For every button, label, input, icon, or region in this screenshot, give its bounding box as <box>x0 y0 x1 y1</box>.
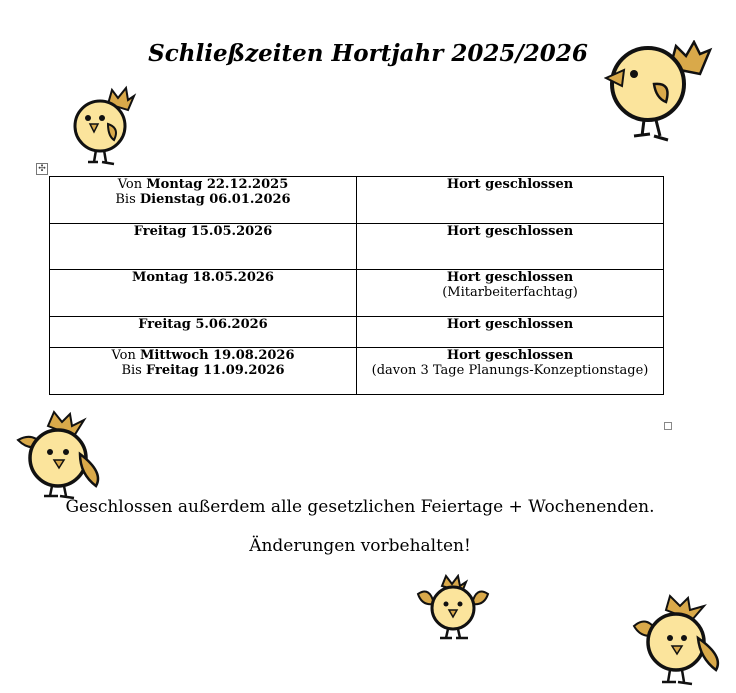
status-cell <box>357 348 664 395</box>
chick-icon <box>630 594 726 690</box>
date-text: Freitag 15.05.2026 <box>133 224 273 239</box>
table-row <box>50 317 664 348</box>
status-cell <box>357 177 664 224</box>
table-resize-handle[interactable] <box>664 422 672 430</box>
status-cell <box>357 317 664 348</box>
status-cell <box>357 224 664 270</box>
holidays-note: Geschlossen außerdem alle gesetzlichen Feiertage + Wochenenden. <box>65 497 655 517</box>
date-cell: Von Mittwoch 19.08.2026 Bis Freitag 11.09.2026 <box>50 348 357 395</box>
changes-note: Änderungen vorbehalten! <box>249 536 471 556</box>
date-cell <box>50 224 357 270</box>
end-date: Dienstag 06.01.2026 <box>139 192 291 207</box>
start-date: Mittwoch 19.08.2026 <box>140 348 295 363</box>
table-move-handle-icon[interactable]: ✣ <box>36 163 48 175</box>
table-row <box>50 224 664 270</box>
chick-icon <box>416 574 490 644</box>
table-row <box>50 270 664 317</box>
chick-icon <box>604 40 714 150</box>
status-text: Hort geschlossen <box>446 348 574 363</box>
start-date: Montag 22.12.2025 <box>146 177 289 192</box>
status-text: Hort geschlossen <box>446 177 574 192</box>
chick-icon <box>68 84 138 169</box>
date-text: Montag 18.05.2026 <box>132 270 274 285</box>
status-note: (davon 3 Tage Planungs-Konzeptionstage) <box>371 363 649 378</box>
status-text: Hort geschlossen <box>446 270 574 285</box>
page-title: Schließzeiten Hortjahr 2025/2026 <box>148 40 588 67</box>
status-text: Hort geschlossen <box>446 317 574 332</box>
status-note: (Mitarbeiterfachtag) <box>442 285 578 300</box>
status-text: Hort geschlossen <box>446 224 574 239</box>
end-date: Freitag 11.09.2026 <box>145 363 285 378</box>
date-cell: Von Montag 22.12.2025 Bis Dienstag 06.01.2026 <box>50 177 357 224</box>
table-row <box>50 177 664 224</box>
date-text: Freitag 5.06.2026 <box>138 317 268 332</box>
closure-table <box>49 176 664 395</box>
date-cell <box>50 270 357 317</box>
date-cell <box>50 317 357 348</box>
chick-icon <box>14 410 106 502</box>
status-cell <box>357 270 664 317</box>
table-row <box>50 348 664 395</box>
